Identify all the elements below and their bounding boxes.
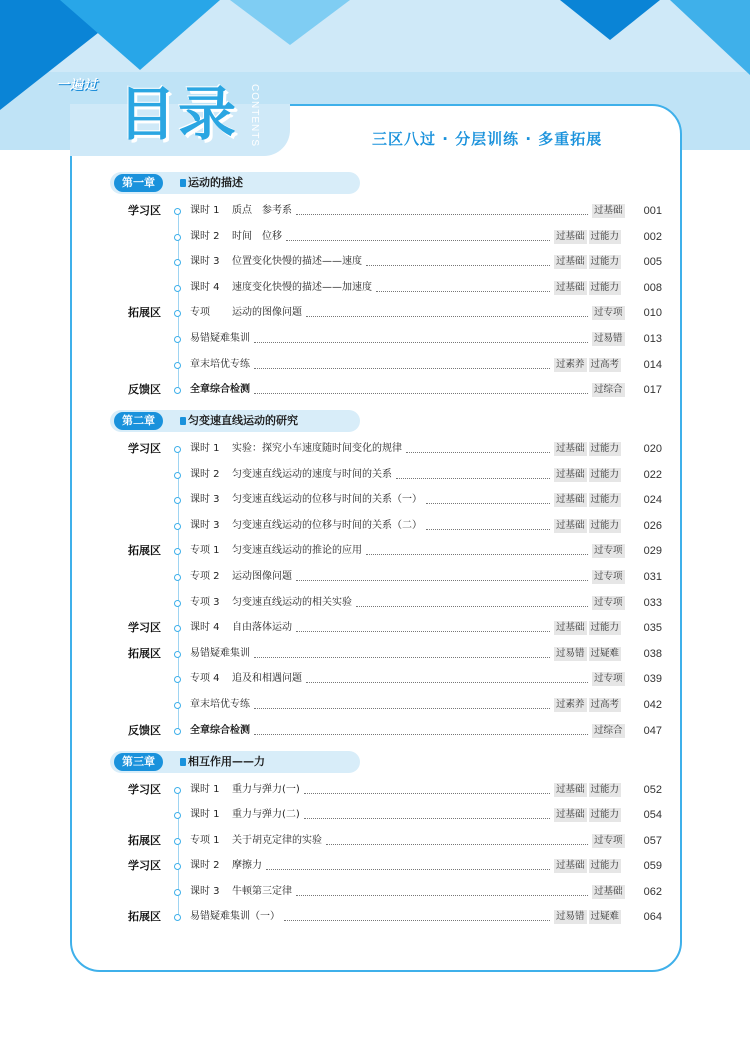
page-number: 014 [643, 358, 662, 371]
toc-row[interactable] [110, 541, 662, 561]
page-number: 042 [643, 699, 662, 711]
tag-group [554, 358, 621, 372]
page-number: 062 [643, 885, 662, 898]
lesson-title: 摩擦力 [232, 860, 262, 872]
timeline-dot-icon [174, 863, 181, 870]
dot-leader [296, 580, 588, 581]
zone-label: 学习区 [128, 783, 161, 796]
timeline-dot-icon [174, 387, 181, 394]
toc-row[interactable] [110, 882, 662, 902]
lesson-title: 重力与弹力(二) [232, 809, 300, 821]
lesson-title: 实验：探究小车速度随时间变化的规律 [232, 443, 402, 454]
page-number: 001 [643, 205, 662, 217]
page-number: 022 [643, 468, 662, 481]
page-number: 010 [643, 307, 662, 320]
toc-row[interactable] [110, 465, 662, 485]
chapter-number: 第三章 [114, 753, 163, 771]
lesson-number: 课时 2 [190, 860, 220, 872]
lesson-title: 关于胡克定律的实验 [232, 834, 322, 846]
zone-label: 学习区 [128, 621, 161, 635]
dot-leader [366, 265, 550, 266]
timeline-dot-icon [174, 234, 181, 241]
lesson-title: 章末培优专练 [190, 699, 250, 710]
tag-badge: 过素养 [556, 699, 585, 710]
toc-row[interactable] [110, 780, 662, 800]
timeline-dot-icon [174, 787, 181, 794]
dot-leader [296, 214, 588, 215]
dot-leader [254, 708, 550, 709]
toc-row[interactable] [110, 303, 662, 323]
chapter-marker-icon [180, 179, 186, 187]
timeline-dot-icon [174, 310, 181, 317]
page-number: 005 [643, 256, 662, 269]
page-number: 013 [643, 333, 662, 345]
tag-badge: 过基础 [594, 205, 623, 216]
tag-badge: 过基础 [556, 784, 585, 795]
brand-logo: 一遍过 [56, 78, 99, 93]
lesson-title: 自由落体运动 [232, 622, 292, 634]
page-number: 052 [643, 784, 662, 796]
page-title: 目录 [118, 80, 239, 148]
lesson-number: 课时 1 [190, 809, 220, 821]
timeline-dot-icon [174, 362, 181, 369]
tag-badge: 过能力 [590, 256, 620, 268]
toc-row[interactable] [110, 695, 662, 715]
tag-badge: 过易错 [556, 911, 585, 922]
tag-badge: 过基础 [556, 443, 585, 454]
zone-label: 学习区 [128, 442, 161, 455]
tag-badge: 过基础 [556, 230, 585, 242]
lesson-title: 匀变速直线运动的位移与时间的关系（一） [232, 494, 422, 506]
lesson-title: 易错疑难集训 [190, 333, 250, 344]
tag-badge: 过能力 [590, 468, 620, 480]
lesson-title: 易错疑难集训 [190, 647, 250, 659]
toc-row[interactable] [110, 439, 662, 459]
toc-row[interactable] [110, 805, 662, 825]
lesson-number: 课时 3 [190, 494, 220, 506]
timeline-dot-icon [174, 548, 181, 555]
tag-badge: 过能力 [590, 519, 620, 531]
tag-badge: 过综合 [594, 384, 623, 396]
page-number: 017 [643, 384, 662, 397]
tag-group [592, 306, 625, 320]
tag-badge: 过基础 [556, 281, 585, 293]
timeline-dot-icon [174, 651, 181, 658]
toc-row[interactable] [110, 856, 662, 876]
timeline-dot-icon [174, 446, 181, 453]
tag-badge: 过专项 [594, 596, 623, 608]
lesson-number: 课时 4 [190, 281, 220, 293]
tag-badge: 过专项 [594, 673, 623, 685]
lesson-number: 专项 [190, 307, 210, 319]
tag-group [592, 834, 625, 848]
dot-leader [254, 734, 588, 735]
page-number: 031 [643, 571, 662, 583]
page-number: 054 [643, 809, 662, 822]
toc-row[interactable] [110, 593, 662, 613]
toc-row[interactable] [110, 380, 662, 400]
tag-group [554, 910, 621, 924]
tag-group [554, 698, 621, 712]
tag-group [554, 783, 621, 797]
lesson-title: 全章综合检测 [190, 724, 250, 736]
tag-badge: 过高考 [590, 358, 620, 370]
zone-label: 拓展区 [128, 833, 161, 847]
toc-row[interactable] [110, 278, 662, 298]
tag-group [592, 596, 625, 610]
timeline-dot-icon [174, 889, 181, 896]
tag-badge: 过基础 [556, 622, 585, 634]
toc-row[interactable] [110, 831, 662, 851]
tag-badge: 过基础 [556, 256, 585, 268]
tag-badge: 过易错 [594, 333, 623, 344]
timeline-dot-icon [174, 574, 181, 581]
dot-leader [426, 529, 550, 530]
chapter-marker-icon [180, 417, 186, 425]
dot-leader [326, 844, 588, 845]
lesson-number: 课时 3 [190, 519, 220, 531]
lesson-title: 牛顿第三定律 [232, 885, 292, 897]
lesson-title: 追及和相遇问题 [232, 673, 302, 685]
tag-group [592, 383, 625, 397]
page-number: 033 [643, 596, 662, 609]
dot-leader [284, 920, 550, 921]
dot-leader [426, 503, 550, 504]
tag-badge: 过专项 [594, 307, 623, 319]
tag-group [592, 332, 625, 346]
dot-leader [356, 606, 588, 607]
timeline-dot-icon [174, 259, 181, 266]
toc-row[interactable] [110, 227, 662, 247]
lesson-number: 课时 2 [190, 468, 220, 480]
zone-label: 拓展区 [128, 910, 161, 923]
lesson-title: 匀变速直线运动的相关实验 [232, 596, 352, 608]
tag-group [592, 672, 625, 686]
dot-leader [254, 368, 550, 369]
toc-row[interactable] [110, 355, 662, 375]
tag-badge: 过基础 [556, 494, 585, 506]
page-number: 020 [643, 443, 662, 455]
timeline-dot-icon [174, 702, 181, 709]
timeline-dot-icon [174, 336, 181, 343]
chapter-title: 相互作用——力 [188, 755, 265, 768]
lesson-title: 匀变速直线运动的推论的应用 [232, 545, 362, 557]
lesson-title: 匀变速直线运动的位移与时间的关系（二） [232, 519, 422, 531]
timeline-dot-icon [174, 676, 181, 683]
tag-badge: 过高考 [590, 699, 620, 710]
lesson-number: 专项 2 [190, 571, 220, 582]
toc-row[interactable] [110, 618, 662, 638]
tag-badge: 过专项 [594, 834, 623, 846]
chapter-number: 第一章 [114, 174, 163, 192]
lesson-number: 课时 4 [190, 622, 220, 634]
zone-label: 反馈区 [128, 383, 161, 397]
page-number: 038 [643, 647, 662, 660]
decor-triangle [230, 0, 350, 45]
lesson-title: 匀变速直线运动的速度与时间的关系 [232, 468, 392, 480]
page-title-english: CONTENTS [249, 84, 260, 147]
tag-badge: 过基础 [556, 468, 585, 480]
toc-row[interactable] [110, 329, 662, 349]
lesson-number: 专项 3 [190, 596, 220, 608]
dot-leader [254, 342, 588, 343]
tag-badge: 过基础 [594, 885, 623, 897]
tag-badge: 过能力 [590, 494, 620, 506]
toc-row[interactable] [110, 252, 662, 272]
tag-group [554, 281, 621, 295]
tag-badge: 过综合 [594, 724, 623, 736]
dot-leader [304, 793, 550, 794]
zone-label: 学习区 [128, 859, 161, 873]
lesson-title: 易错疑难集训（一） [190, 911, 280, 922]
page-number: 059 [643, 860, 662, 873]
dot-leader [306, 682, 588, 683]
tag-badge: 过易错 [556, 647, 585, 659]
tag-group [592, 885, 625, 899]
lesson-number: 课时 1 [190, 784, 220, 795]
toc-row[interactable] [110, 201, 662, 221]
chapter-number: 第二章 [114, 412, 163, 430]
dot-leader [286, 240, 550, 241]
tag-group [554, 859, 621, 873]
tag-badge: 过基础 [556, 519, 585, 531]
lesson-number: 课时 1 [190, 443, 220, 454]
lesson-number: 课时 3 [190, 256, 220, 268]
toc-row[interactable] [110, 490, 662, 510]
page-number: 064 [643, 911, 662, 923]
dot-leader [306, 316, 588, 317]
timeline-dot-icon [174, 812, 181, 819]
lesson-number: 专项 1 [190, 834, 220, 846]
lesson-title: 章末培优专练 [190, 358, 250, 370]
tag-group [554, 808, 621, 822]
slogan: 三区八过 · 分层训练 · 多重拓展 [372, 130, 603, 148]
tag-group [554, 647, 621, 661]
dot-leader [366, 554, 588, 555]
lesson-number: 专项 1 [190, 545, 220, 557]
tag-badge: 过素养 [556, 358, 585, 370]
lesson-title: 速度变化快慢的描述——加速度 [232, 281, 372, 293]
lesson-number: 课时 3 [190, 885, 220, 897]
decor-triangle [60, 0, 220, 70]
chapter-header [110, 751, 360, 775]
zone-label: 拓展区 [128, 306, 161, 320]
toc-row[interactable] [110, 644, 662, 664]
zone-label: 反馈区 [128, 723, 161, 737]
decor-triangle [670, 0, 750, 75]
decor-triangle [560, 0, 660, 40]
tag-badge: 过能力 [590, 809, 620, 821]
timeline-dot-icon [174, 600, 181, 607]
lesson-title: 重力与弹力(一) [232, 784, 300, 795]
toc-row[interactable] [110, 721, 662, 741]
dot-leader [254, 393, 588, 394]
tag-group [554, 493, 621, 507]
tag-group [592, 544, 625, 558]
toc-row[interactable] [110, 907, 662, 927]
toc-row[interactable] [110, 567, 662, 587]
page-number: 024 [643, 494, 662, 507]
zone-label: 学习区 [128, 204, 161, 217]
tag-group [554, 519, 621, 533]
tag-group [592, 570, 625, 584]
chapter-header [110, 172, 360, 196]
tag-group [554, 621, 621, 635]
tag-badge: 过基础 [556, 860, 585, 872]
lesson-number: 课时 2 [190, 230, 220, 242]
tag-badge: 过能力 [590, 443, 620, 454]
timeline-dot-icon [174, 625, 181, 632]
tag-group [554, 442, 621, 456]
page-number: 057 [643, 834, 662, 847]
dot-leader [304, 818, 550, 819]
tag-group [554, 468, 621, 482]
tag-badge: 过能力 [590, 784, 620, 795]
tag-badge: 过疑难 [590, 911, 620, 922]
lesson-number: 课时 1 [190, 205, 220, 216]
tag-badge: 过能力 [590, 860, 620, 872]
lesson-number: 专项 4 [190, 673, 220, 685]
tag-group [592, 724, 625, 738]
page-number: 002 [643, 230, 662, 243]
lesson-title: 运动的图像问题 [232, 307, 302, 319]
tag-group [554, 230, 621, 244]
chapter-header [110, 410, 360, 434]
tag-badge: 过能力 [590, 622, 620, 634]
tag-badge: 过疑难 [590, 647, 620, 659]
dot-leader [376, 291, 550, 292]
chapter-marker-icon [180, 758, 186, 766]
tag-badge: 过专项 [594, 571, 623, 582]
lesson-title: 质点 参考系 [232, 205, 292, 216]
timeline-dot-icon [174, 914, 181, 921]
dot-leader [396, 478, 550, 479]
page-number: 029 [643, 545, 662, 558]
tag-badge: 过能力 [590, 230, 620, 242]
timeline-dot-icon [174, 285, 181, 292]
tag-group [554, 255, 621, 269]
chapter-title: 匀变速直线运动的研究 [188, 414, 298, 427]
tag-group [592, 204, 625, 218]
timeline-dot-icon [174, 208, 181, 215]
page-number: 035 [643, 622, 662, 635]
timeline-dot-icon [174, 497, 181, 504]
toc-row[interactable] [110, 669, 662, 689]
timeline-dot-icon [174, 728, 181, 735]
page-number: 047 [643, 724, 662, 737]
dot-leader [254, 657, 550, 658]
lesson-title: 位置变化快慢的描述——速度 [232, 256, 362, 268]
timeline-dot-icon [174, 523, 181, 530]
page-number: 008 [643, 281, 662, 294]
tag-badge: 过能力 [590, 281, 620, 293]
tag-badge: 过基础 [556, 809, 585, 821]
page-number: 026 [643, 519, 662, 532]
lesson-title: 全章综合检测 [190, 384, 250, 396]
zone-label: 拓展区 [128, 646, 161, 660]
lesson-title: 时间 位移 [232, 230, 282, 242]
dot-leader [296, 895, 588, 896]
tag-badge: 过专项 [594, 545, 623, 557]
page-number: 039 [643, 673, 662, 686]
dot-leader [406, 452, 550, 453]
zone-label: 拓展区 [128, 544, 161, 558]
timeline-dot-icon [174, 838, 181, 845]
timeline-dot-icon [174, 472, 181, 479]
toc-row[interactable] [110, 516, 662, 536]
dot-leader [266, 869, 550, 870]
dot-leader [296, 631, 550, 632]
chapter-title: 运动的描述 [188, 176, 243, 189]
lesson-title: 运动图像问题 [232, 571, 292, 582]
